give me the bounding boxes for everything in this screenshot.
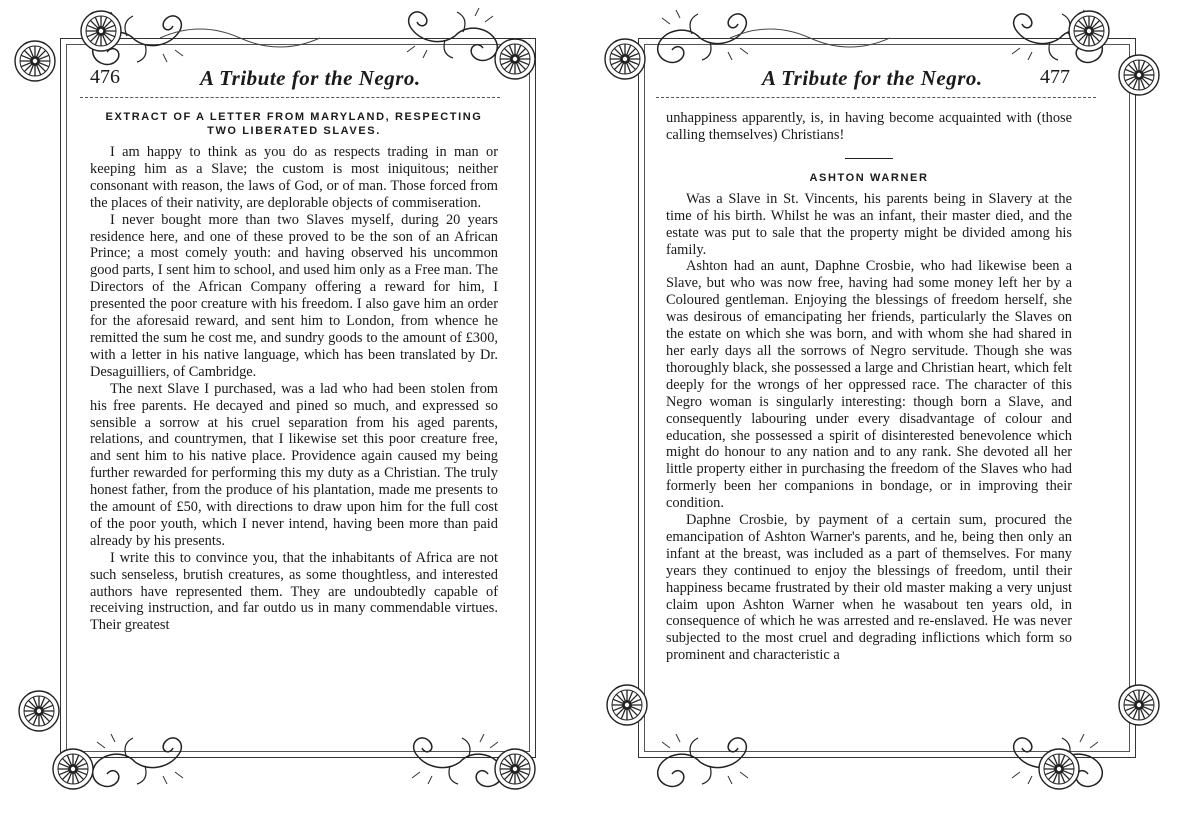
page-number: 477 (1040, 66, 1070, 88)
left-top-left-rosette (6, 32, 64, 90)
paragraph: Was a Slave in St. Vincents, his parents being in Slavery at the time of his birth. Whilst he was an infant, their master died, and the estate was put to sale that the property might be divided among his family. (666, 190, 1072, 258)
continuation-paragraph: unhappiness apparently, is, in having become acquainted with (those calling themselves) Christians! (666, 110, 1072, 143)
left-page (0, 0, 580, 816)
left-top-right-rosette (486, 30, 544, 88)
right-page (590, 0, 1200, 816)
right-top-left-rosette (596, 30, 654, 88)
paragraph: Ashton had an aunt, Daphne Crosbie, who had likewise been a Slave, but who was now free, having had some money left her by a Coloured gentleman. Enjoying the blessings of freedom herself, she was desirous of emancipating her friends, particularly the Slaves on the estate on which she was born, and with whom she had shared in her early days all the sorrows of Negro servitude. Though she was thoroughly black, she possessed a large and Christian heart, which felt deeply for the wrongs of her oppressed race. The character of this Negro woman is singularly interesting: though born a Slave, and consequently labouring under every disadvantage of colour and education, she possessed a spirit of disinterested benevolence which might do honour to any nation and to any rank. She devoted all her little property either in purchasing the freedom of the Slaves who had formerly been her companions in bondage, or in improving their condition. (666, 258, 1072, 512)
left-page-text (90, 110, 498, 634)
paragraph: I am happy to think as you do as respects trading in man or keeping him as a Slave; the custom is most iniquitous; neither consonant with reason, the laws of God, or of man. Those forced from the places of their nativity, are deplorable objects of commiseration. (90, 144, 498, 211)
paragraph: The next Slave I purchased, was a lad who had been stolen from his free parents. He decayed and pined so much, and expressed so sensible a sorrow at his cruel separation from his aged parents, relations, and countrymen, that I likewise set this poor creature free, and sent him to his native place. Providence again caused my being further rewarded for performing this my duty as a Christian. The truly honest father, from the produce of his plantation, made me presents to the amount of £50, with directions to draw upon him for the full cost of the poor youth, which I never intend, having been more than paid already by his presents. (90, 380, 498, 549)
paragraph: I never bought more than two Slaves myself, during 20 years residence here, and one of these proved to be the son of an African Prince; a most comely youth: and having observed his uncommon good parts, I sent him to school, and used him only as a Free man. The Directors of the African Company offering a reward for him, I presented the poor creature with his freedom. I also gave him an order for the aforesaid reward, and sent him to London, from whence he remitted the sum he cost me, and sundry goods to the amount of £300, with a letter in his native language, which has been translated by Dr. Desaguilliers, of Cambridge. (90, 211, 498, 380)
page-number: 476 (90, 66, 120, 88)
right-bottom-left-rosette (598, 676, 656, 734)
paragraph: Daphne Crosbie, by payment of a certain sum, procured the emancipation of Ashton Warner's parents, and he, being then only an infant at the breast, was included as a part of themselves. For many years they continued to enjoy the blessings of freedom, until their happiness became frustrated by their old master making a very unjust claim upon Ashton Warner when he wasabout ten years old, in consequence of which he was arrested and re-enslaved. He was never subjected to the most cruel and degrading inflictions which form so prominent and characteristic a (666, 512, 1072, 664)
running-head: A Tribute for the Negro. (200, 66, 421, 90)
right-top-right-rosette (1110, 46, 1168, 104)
section-heading: ASHTON WARNER (809, 171, 929, 184)
section-divider (845, 158, 893, 159)
right-page-text (666, 110, 1072, 664)
left-top-left-rosette-upper (72, 2, 130, 60)
left-vine-bottom (40, 726, 540, 796)
running-head-rule (656, 97, 1096, 98)
right-bottom-right-rosette (1110, 676, 1168, 734)
section-heading: EXTRACT OF A LETTER FROM MARYLAND, RESPECTING TWO LIBERATED SLAVES. (105, 111, 483, 137)
running-head: A Tribute for the Negro. (762, 66, 983, 90)
paragraph: I write this to convince you, that the inhabitants of Africa are not such senseless, brutish creatures, as some thoughtless, and interested authors have represented them. They are undoubtedly capable of receiving instruction, and far outdo us in many commendable virtues. Their greatest (90, 549, 498, 634)
left-bottom-right-rosette (486, 740, 544, 798)
right-bottom-right-rosette-lower (1030, 740, 1088, 798)
running-head-rule (80, 97, 500, 98)
left-bottom-left-rosette-lower (44, 740, 102, 798)
left-bottom-left-rosette (10, 682, 68, 740)
